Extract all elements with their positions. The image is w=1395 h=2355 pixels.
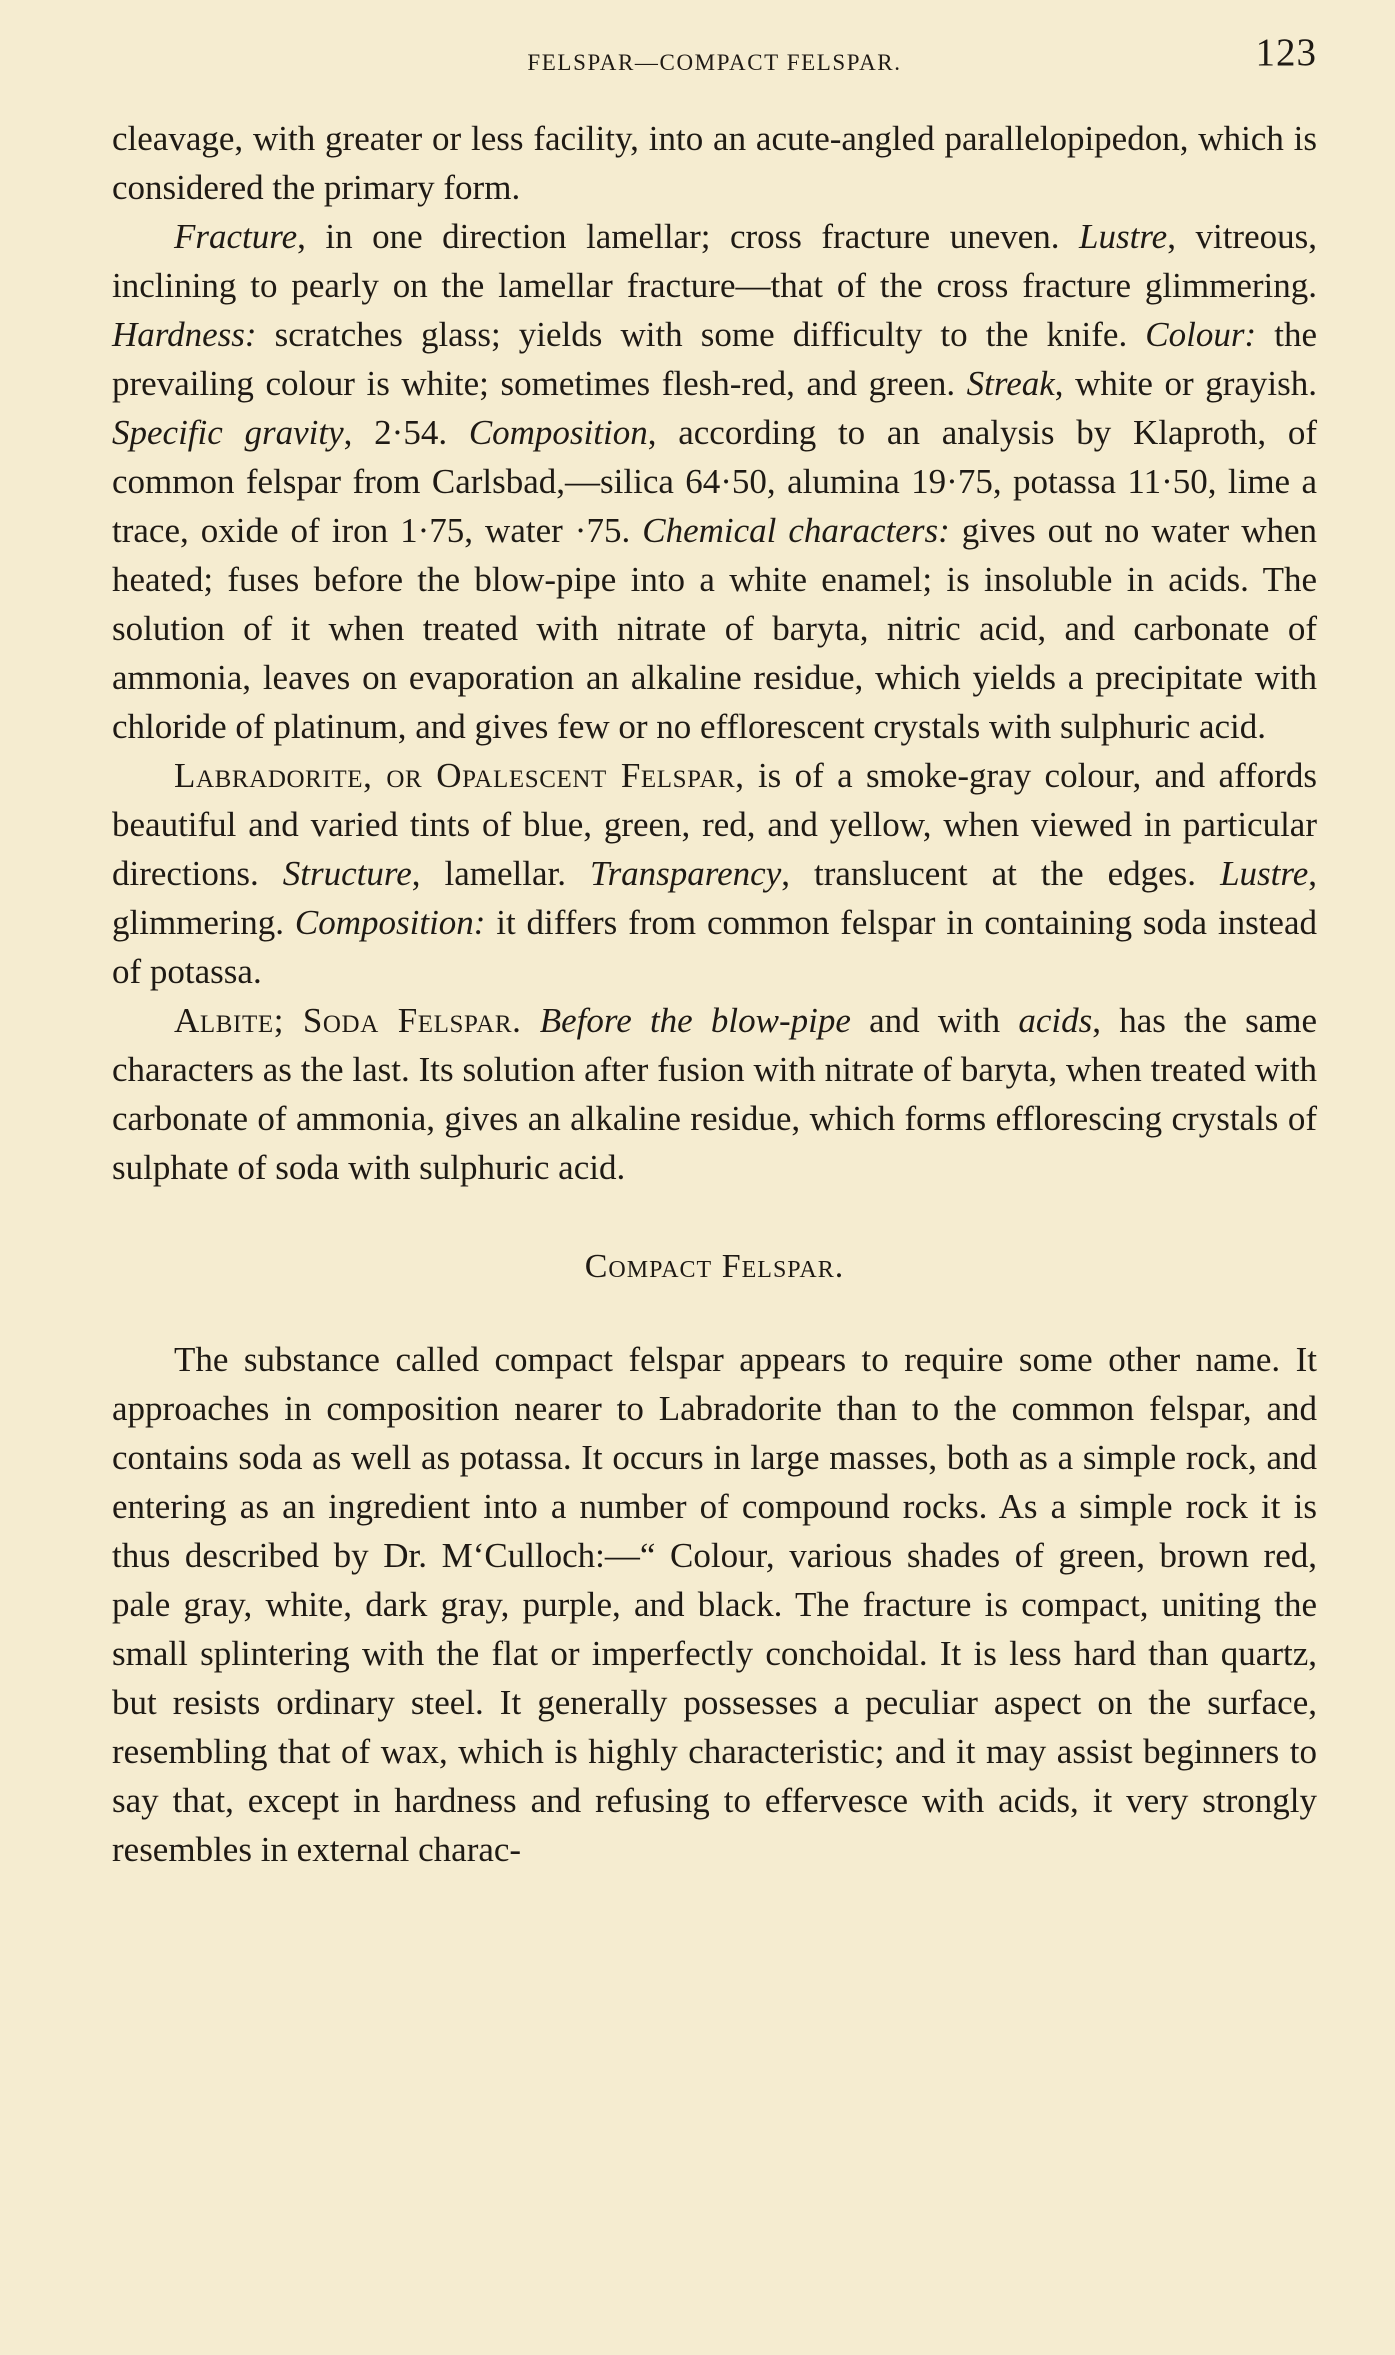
paragraph-text: , glimmering. bbox=[112, 854, 1317, 942]
paragraph-labradorite bbox=[112, 751, 1317, 996]
specific-gravity-label: Specific gravity bbox=[112, 413, 344, 452]
running-header bbox=[112, 30, 1317, 82]
paragraph-text: is of a smoke-gray colour, and affords beautiful and varied tints of blue, green, red, and yellow, when viewed in particular directions. bbox=[112, 756, 1318, 893]
paragraph-felspar-properties bbox=[112, 212, 1317, 751]
page-number: 123 bbox=[1255, 31, 1317, 74]
hardness-label: Hardness: bbox=[112, 315, 257, 354]
paragraph-text: , translucent at the edges. bbox=[781, 854, 1221, 893]
composition-label: Composition bbox=[468, 413, 648, 452]
composition-label: Composition: bbox=[294, 903, 486, 942]
paragraph-text: , has the same characters as the last. Its solution after fusion with nitrate of baryta, when treated with carbonate of ammonia, gives an alkaline residue, which forms efflorescing crystals of sulphate of soda with sulphuric acid. bbox=[112, 1001, 1318, 1187]
paragraph-compact-felspar bbox=[112, 1335, 1317, 1874]
fracture-label: Fracture bbox=[174, 217, 298, 256]
paragraph-text bbox=[522, 1001, 540, 1040]
paragraph-text: gives out no water when heated; fuses before the blow-pipe into a white enamel; is insoluble in acids. The solution of it when treated with nitrate of baryta, nitric acid, and carbonate of ammonia, leaves on evaporation an alkaline residue, which yields a precipitate with chloride of platinum, and gives few or no efflorescent crystals with sulphuric acid. bbox=[112, 511, 1318, 746]
paragraph-text: , white or grayish. bbox=[1054, 364, 1317, 403]
lustre-label: Lustre bbox=[1079, 217, 1168, 256]
albite-heading: Albite; Soda Felspar. bbox=[174, 1001, 522, 1040]
paragraph-text: , 2·54. bbox=[343, 413, 469, 452]
paragraph-text: and with bbox=[850, 1001, 1019, 1040]
paragraph-text: , lamellar. bbox=[411, 854, 591, 893]
acids-label: acids bbox=[1018, 1001, 1093, 1040]
paragraph-text: the prevailing colour is white; sometimes flesh-red, and green. bbox=[112, 315, 1317, 403]
lustre-label: Lustre bbox=[1220, 854, 1309, 893]
paragraph-text: The substance called compact felspar appears to require some other name. It approaches in composition nearer to Labradorite than to the common felspar, and contains soda as well as potassa. It occurs in large masses, both as a simple rock, and entering as an ingredient into a number of compound rocks. As a simple rock it is thus described by Dr. M‘Culloch:—“ Colour, various shades of green, brown red, pale gray, white, dark gray, purple, and black. The fracture is compact, uniting the small splintering with the flat or imperfectly conchoidal. It is less hard than quartz, but resists ordinary steel. It generally possesses a peculiar aspect on the surface, resembling that of wax, which is highly characteristic; and it may assist beginners to say that, except in hardness and refusing to effervesce with acids, it very strongly resembles in external charac- bbox=[112, 1340, 1317, 1869]
paragraph-text: scratches glass; yields with some difficulty to the knife. bbox=[256, 315, 1146, 354]
streak-label: Streak bbox=[966, 364, 1055, 403]
paragraph-continuation bbox=[112, 114, 1317, 212]
section-heading: Compact Felspar. bbox=[584, 1248, 845, 1285]
body-text bbox=[112, 114, 1317, 1874]
paragraph-text: it differs from common felspar in containing soda instead of potassa. bbox=[112, 903, 1318, 991]
paragraph-albite bbox=[112, 996, 1317, 1192]
chemical-characters-label: Chemical characters: bbox=[642, 511, 950, 550]
running-title: FELSPAR—COMPACT FELSPAR. bbox=[527, 50, 902, 75]
labradorite-heading: Labradorite, or Opalescent Felspar, bbox=[174, 756, 745, 795]
paragraph-text: cleavage, with greater or less facility, into an acute-angled parallelopipedon, which is considered the primary form. bbox=[112, 119, 1317, 207]
transparency-label: Transparency bbox=[590, 854, 782, 893]
structure-label: Structure bbox=[282, 854, 412, 893]
blow-pipe-label: Before the blow-pipe bbox=[539, 1001, 851, 1040]
paragraph-text: , vitreous, inclining to pearly on the lamellar fracture—that of the cross fracture glimmering. bbox=[112, 217, 1317, 305]
paragraph-text: , in one direction lamellar; cross fracture uneven. bbox=[297, 217, 1080, 256]
colour-label: Colour: bbox=[1145, 315, 1257, 354]
paragraph-text: , according to an analysis by Klaproth, of common felspar from Carlsbad,—silica 64·50, alumina 19·75, potassa 11·50, lime a trace, oxide of iron 1·75, water ·75. bbox=[112, 413, 1317, 550]
